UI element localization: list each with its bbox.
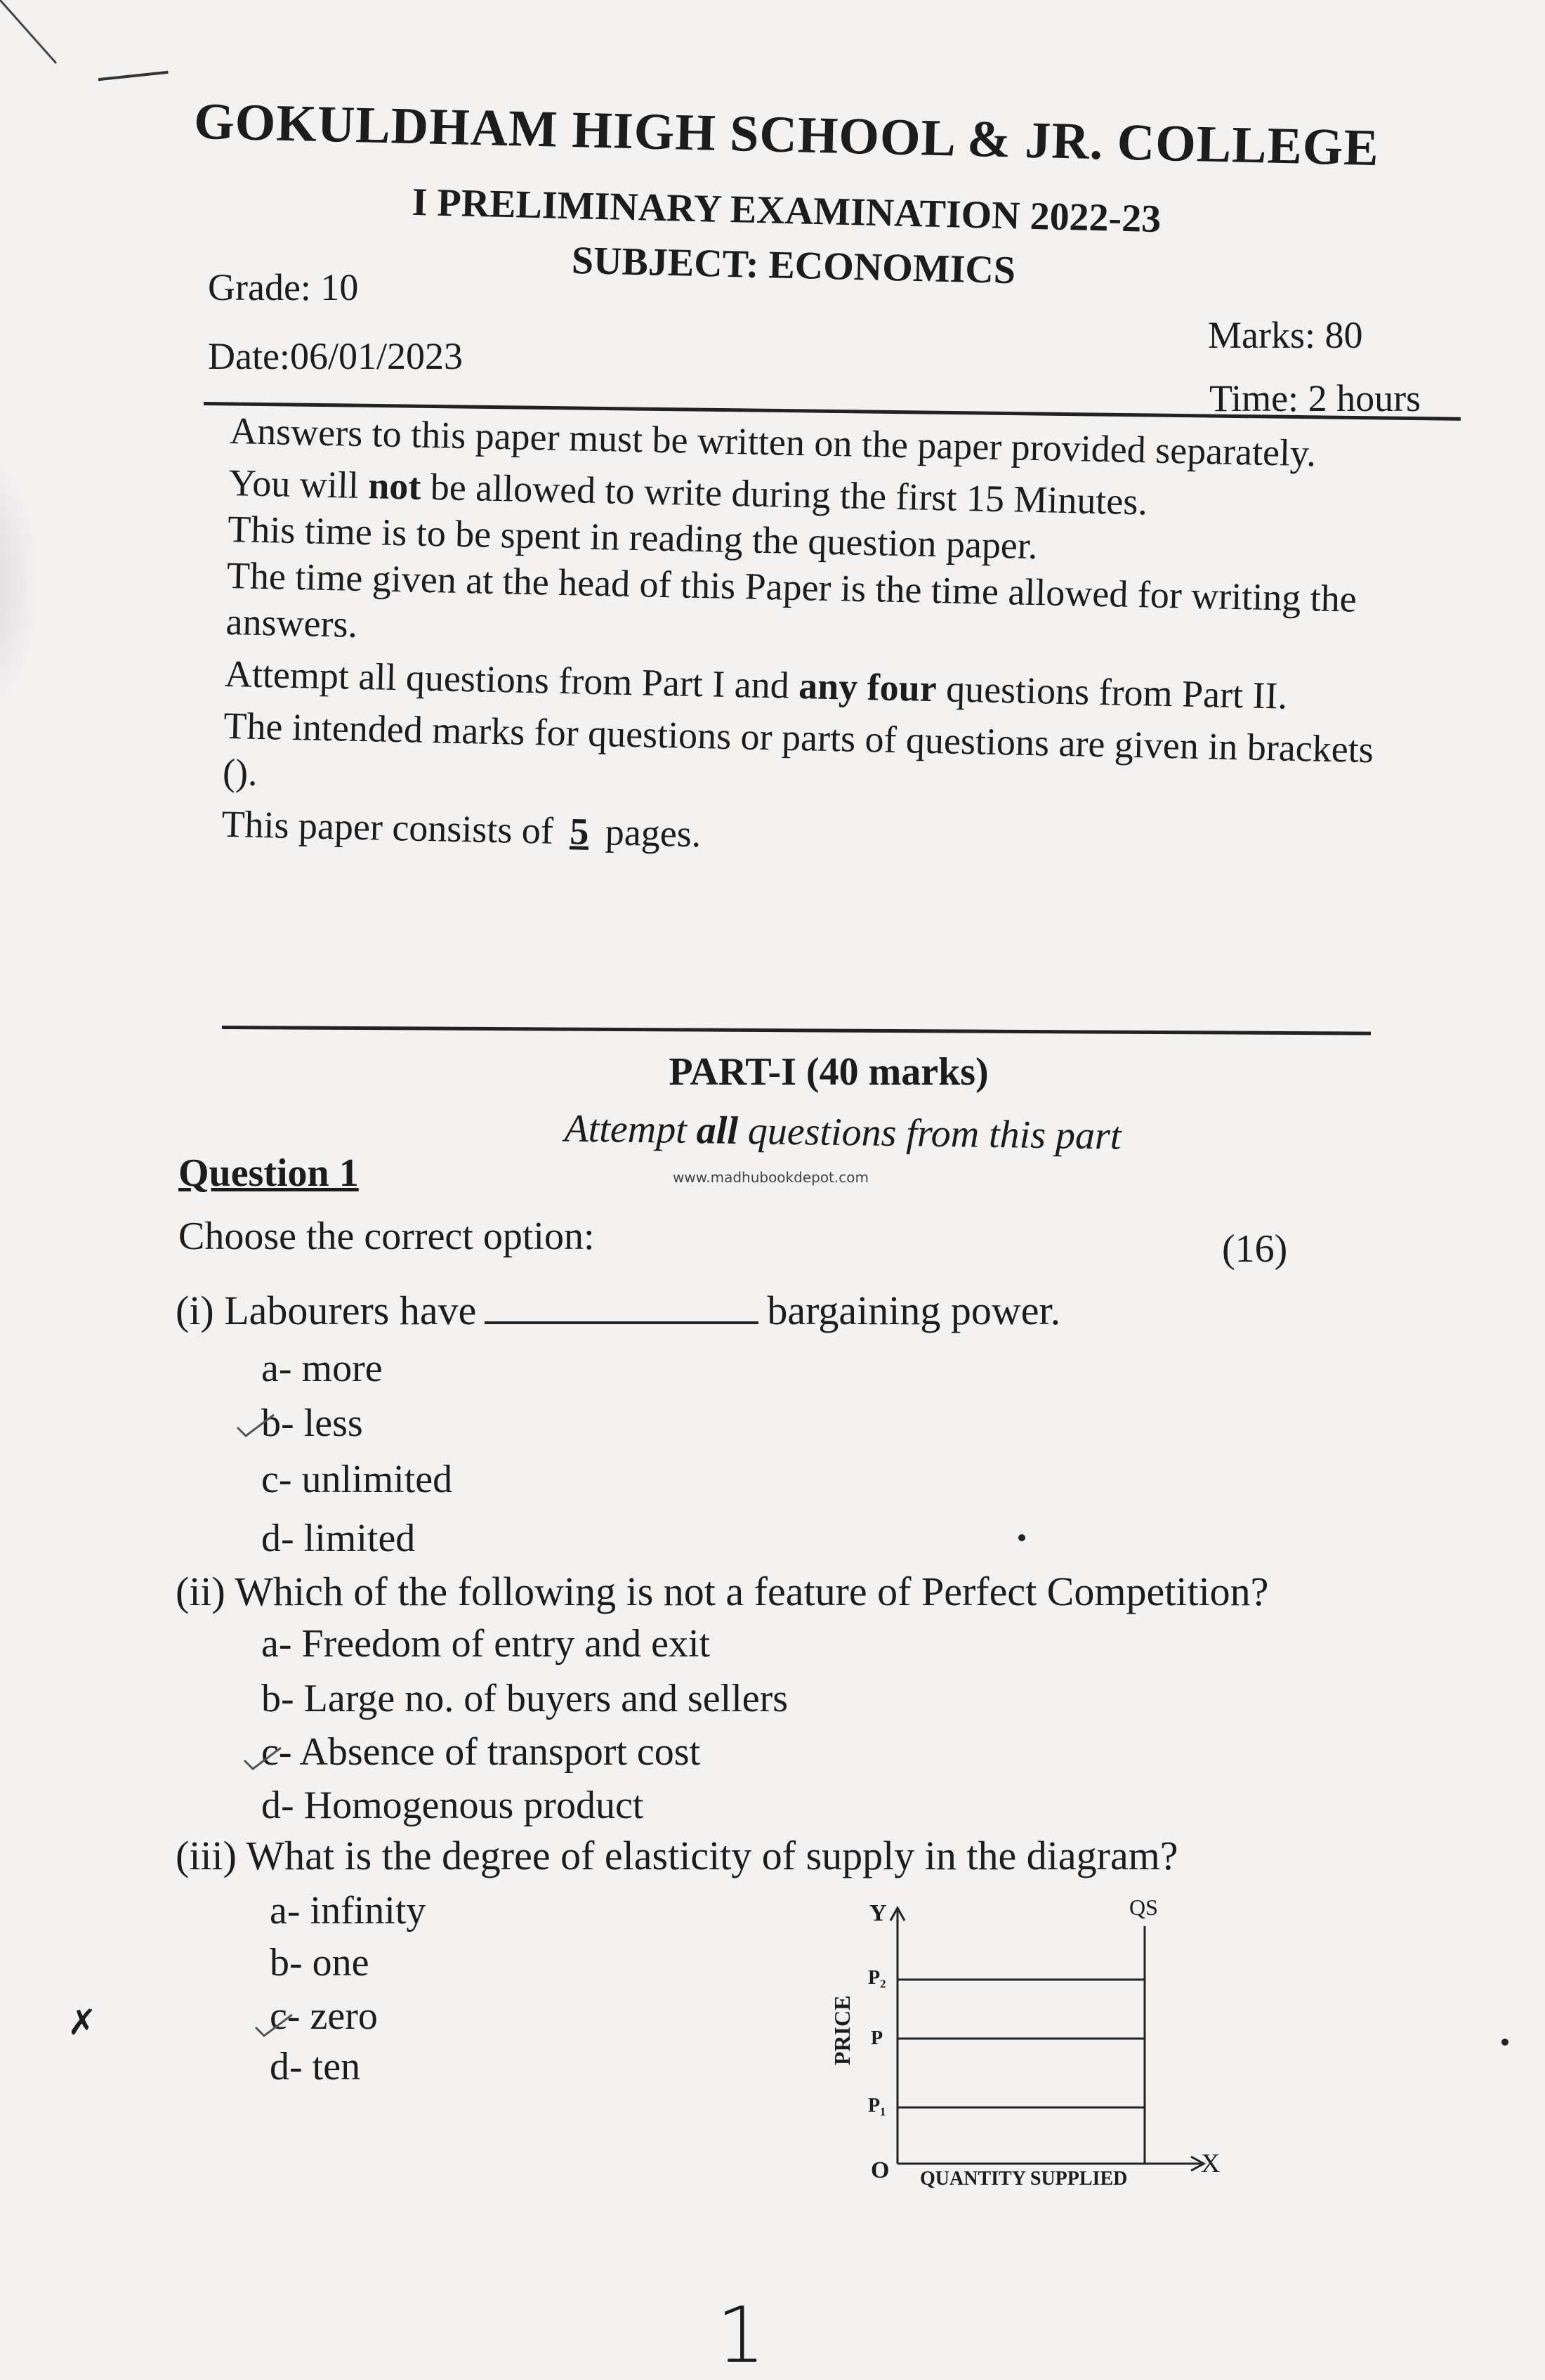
y-axis-label: Y bbox=[869, 1900, 887, 1926]
instruction-line: The intended marks for questions or parts of questions are given in brackets (). bbox=[222, 704, 1374, 794]
price-label-p1: P₁ bbox=[868, 2095, 886, 2117]
instructions-block bbox=[221, 407, 1382, 877]
page-shadow bbox=[0, 436, 42, 731]
option-item: a- more bbox=[261, 1347, 383, 1390]
time-label: Time: 2 hours bbox=[1209, 377, 1421, 419]
instruction-line: This paper consists of 5 pages. bbox=[221, 802, 702, 856]
option-item: a- infinity bbox=[270, 1889, 426, 1933]
option-item: b- less bbox=[261, 1401, 363, 1445]
answer-blank bbox=[485, 1293, 758, 1324]
origin-label: O bbox=[871, 2157, 890, 2183]
quantity-axis-title: QUANTITY SUPPLIED bbox=[920, 2168, 1128, 2190]
instruction-line: Attempt all questions from Part I and any four questions from Part II. bbox=[224, 652, 1288, 717]
option-item: a- Freedom of entry and exit bbox=[261, 1622, 711, 1666]
option-item: d- ten bbox=[270, 2045, 361, 2088]
part-title: PART-I (40 marks) bbox=[669, 1050, 989, 1094]
grade-label: Grade: 10 bbox=[208, 266, 359, 308]
stray-dot bbox=[1501, 2039, 1508, 2046]
instruction-line: This time is to be spent in reading the question paper. bbox=[227, 507, 1039, 568]
question-iii: (iii) What is the degree of elasticity of supply in the diagram? bbox=[176, 1833, 1178, 1878]
exam-title: I PRELIMINARY EXAMINATION 2022-23 bbox=[412, 180, 1162, 242]
page-count: 5 bbox=[569, 810, 590, 853]
question-heading: Question 1 bbox=[178, 1151, 359, 1195]
question-ii: (ii) Which of the following is not a feature of Perfect Competition? bbox=[176, 1569, 1269, 1614]
checkmark-icon bbox=[242, 1745, 284, 1773]
question-marks: (16) bbox=[1222, 1227, 1288, 1271]
subject-title: SUBJECT: ECONOMICS bbox=[571, 238, 1016, 293]
instruction-line: Answers to this paper must be written on the paper provided separately. bbox=[229, 409, 1317, 475]
option-item: d- limited bbox=[261, 1517, 416, 1560]
marks-label: Marks: 80 bbox=[1208, 314, 1363, 356]
instruction-line: You will not be allowed to write during the first 15 Minutes. bbox=[228, 461, 1148, 523]
stray-dot bbox=[1018, 1534, 1025, 1541]
curve-label: QS bbox=[1129, 1895, 1158, 1920]
supply-diagram bbox=[822, 1890, 1221, 2199]
checkmark-icon bbox=[253, 2012, 295, 2040]
corner-fold-mark bbox=[0, 0, 70, 70]
pen-dash-mark bbox=[98, 71, 169, 85]
price-axis-title: PRICE bbox=[829, 1995, 855, 2065]
instruction-line: The time given at the head of this Paper is the time allowed for writing the answers. bbox=[225, 554, 1357, 646]
section-divider bbox=[222, 1026, 1371, 1035]
question-i: (i) Labourers have bargaining power. bbox=[176, 1288, 1061, 1333]
date-label: Date:06/01/2023 bbox=[208, 335, 463, 377]
option-item: b- one bbox=[270, 1941, 369, 1985]
option-item: d- Homogenous product bbox=[261, 1784, 644, 1827]
stray-pen-mark: ✗ bbox=[67, 2002, 97, 2043]
school-name: GOKULDHAM HIGH SCHOOL & JR. COLLEGE bbox=[193, 92, 1380, 178]
part-subtitle: Attempt all questions from this part bbox=[564, 1106, 1122, 1158]
watermark-text: www.madhubookdepot.com bbox=[673, 1169, 869, 1186]
option-item: c- zero bbox=[270, 1994, 378, 2038]
price-label-p: P bbox=[871, 2027, 883, 2049]
x-axis-label: X bbox=[1201, 2149, 1221, 2178]
question-instruction: Choose the correct option: bbox=[178, 1215, 595, 1258]
option-item: c- Absence of transport cost bbox=[261, 1730, 701, 1774]
checkmark-icon bbox=[235, 1412, 277, 1440]
page-number: 1 bbox=[716, 2290, 765, 2380]
price-label-p2: P₂ bbox=[868, 1967, 886, 1989]
option-item: c- unlimited bbox=[261, 1458, 453, 1501]
option-item: b- Large no. of buyers and sellers bbox=[261, 1677, 789, 1720]
